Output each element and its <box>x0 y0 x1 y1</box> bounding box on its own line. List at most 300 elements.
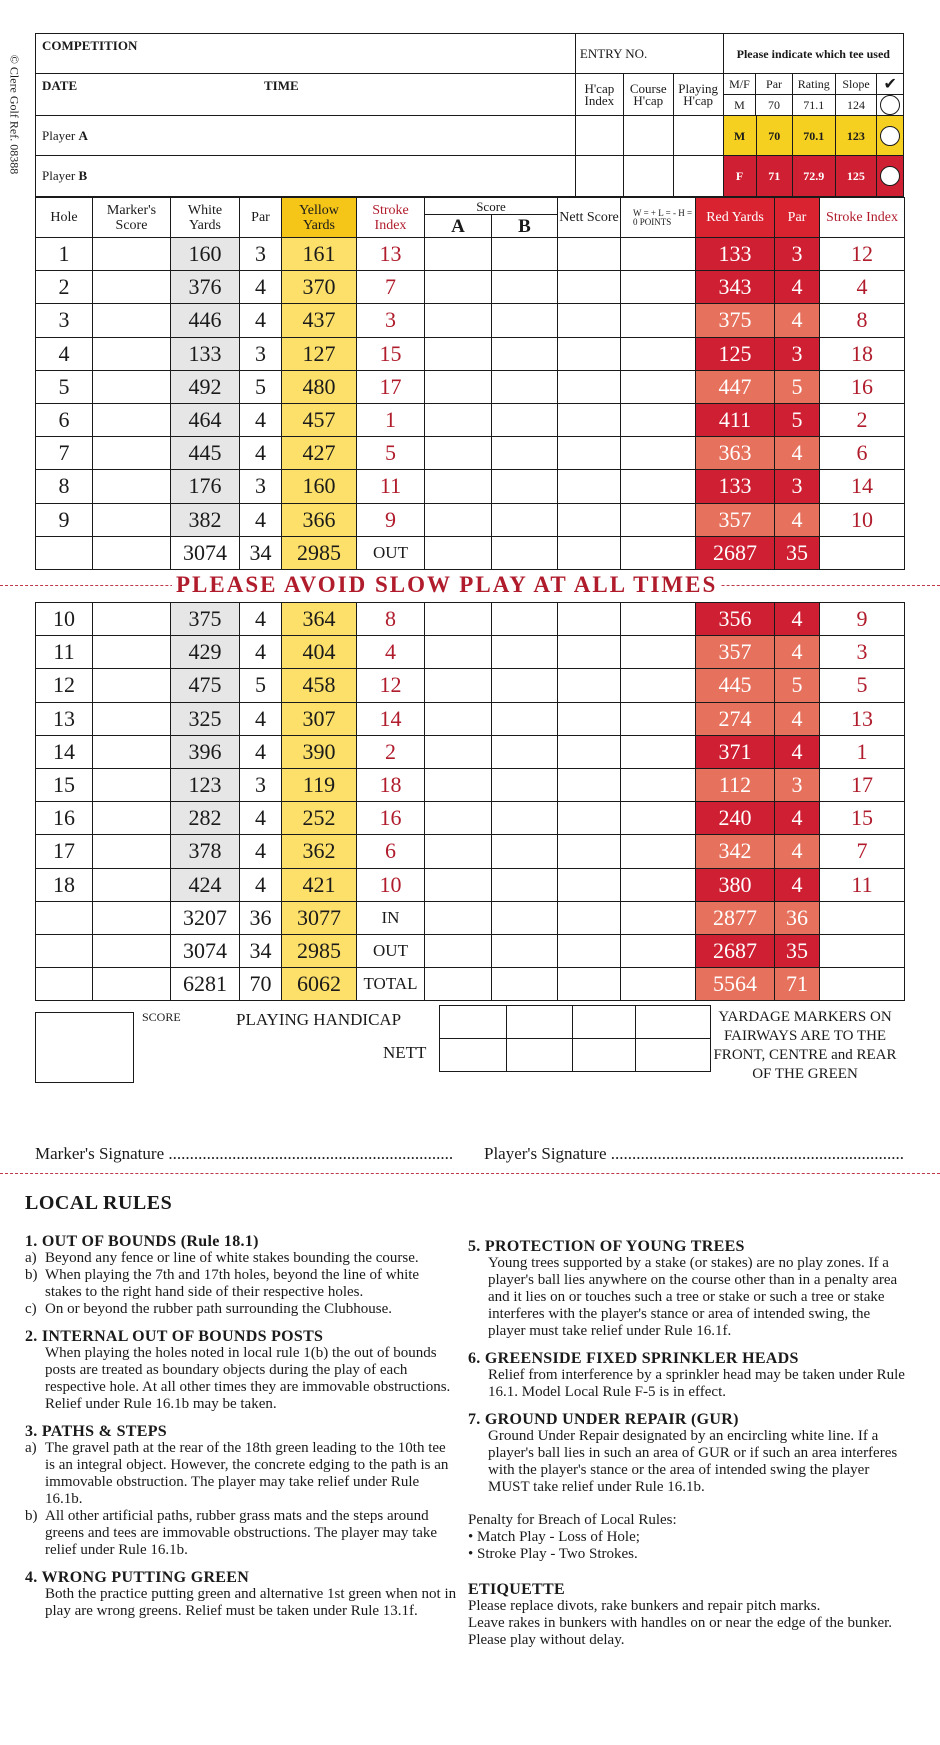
tee-red-radio-icon[interactable] <box>880 166 900 186</box>
table-row <box>36 238 905 271</box>
playing-handicap-label: PLAYING HANDICAP <box>236 1010 402 1029</box>
total-score-cell[interactable] <box>492 968 558 1001</box>
rules-right-column <box>468 1238 908 1649</box>
hole-number: 13 <box>36 702 93 735</box>
rule-4-title: 4. WRONG PUTTING GREEN <box>25 1569 250 1586</box>
tee-white-radio-icon[interactable] <box>880 95 900 115</box>
hole-number: 4 <box>36 337 93 370</box>
tee-yellow-rating: 70.1 <box>793 116 836 155</box>
tee-red-mf: F <box>724 156 756 196</box>
table-row <box>36 503 905 536</box>
red-par: 4 <box>775 702 820 735</box>
white-yards: 429 <box>171 636 240 669</box>
table-row <box>36 636 905 669</box>
score-b-cell[interactable] <box>492 802 558 835</box>
red-stroke-index: 3 <box>820 636 905 669</box>
marker-score-cell[interactable] <box>93 304 171 337</box>
total-score-cell[interactable] <box>621 934 696 967</box>
player-b-playing-hcap[interactable] <box>673 156 723 197</box>
hcap-b[interactable] <box>507 1006 573 1039</box>
red-yards: 133 <box>696 238 775 271</box>
marker-score-cell[interactable] <box>93 238 171 271</box>
par: 4 <box>240 304 282 337</box>
player-a-course-hcap[interactable] <box>623 116 673 156</box>
tee-white-par: 70 <box>756 95 793 116</box>
red-yards: 112 <box>696 768 775 801</box>
table-row <box>36 370 905 403</box>
total-blank <box>820 536 905 569</box>
par: 3 <box>240 470 282 503</box>
hcap-index-label: H'cap Index <box>575 74 623 116</box>
tee-yellow-mf: M <box>724 116 756 155</box>
nett-nett[interactable] <box>573 1039 636 1072</box>
yellow-yards: 370 <box>282 271 357 304</box>
points-cell[interactable] <box>621 337 696 370</box>
tee-white-select[interactable] <box>877 95 904 116</box>
red-par: 4 <box>775 868 820 901</box>
score-b-cell[interactable] <box>492 503 558 536</box>
stroke-index: 5 <box>357 437 425 470</box>
total-score-cell[interactable] <box>425 536 492 569</box>
white-yards: 475 <box>171 669 240 702</box>
yellow-yards: 161 <box>282 238 357 271</box>
tee-white-slope: 124 <box>835 95 877 116</box>
white-yards: 123 <box>171 768 240 801</box>
tee-yellow-slope: 123 <box>835 116 877 155</box>
red-stroke-index: 14 <box>820 470 905 503</box>
white-yards: 376 <box>171 271 240 304</box>
red-stroke-index: 11 <box>820 868 905 901</box>
tee-yellow-select[interactable] <box>877 116 903 155</box>
yellow-yards: 127 <box>282 337 357 370</box>
score-b-cell[interactable] <box>492 238 558 271</box>
red-stroke-index: 5 <box>820 669 905 702</box>
points-cell[interactable] <box>621 835 696 868</box>
par: 4 <box>240 503 282 536</box>
rule-6-text: Relief from interference by a sprinkler head may be taken under Rule 16.1. Model Local Rule F-5 is in effect. <box>488 1367 905 1400</box>
score-b-cell[interactable] <box>492 271 558 304</box>
marker-score-cell[interactable] <box>93 669 171 702</box>
score-b-cell[interactable] <box>492 735 558 768</box>
hole-number: 16 <box>36 802 93 835</box>
tee-note: Please indicate which tee used <box>723 34 903 74</box>
red-yards: 125 <box>696 337 775 370</box>
total-yellow: 2985 <box>282 536 357 569</box>
points-cell[interactable] <box>621 636 696 669</box>
tee-yellow-radio-icon[interactable] <box>880 126 900 146</box>
marker-score-cell[interactable] <box>93 735 171 768</box>
table-row <box>36 304 905 337</box>
nett-score-cell[interactable] <box>558 802 621 835</box>
yellow-yards: 307 <box>282 702 357 735</box>
score-b-cell[interactable] <box>492 868 558 901</box>
score-b-cell[interactable] <box>492 370 558 403</box>
hole-number: 11 <box>36 636 93 669</box>
marker-score-cell[interactable] <box>93 271 171 304</box>
nett-score-cell[interactable] <box>558 735 621 768</box>
score-b-cell[interactable] <box>492 603 558 636</box>
rule-4-text: Both the practice putting green and alternative 1st green when not in play are wrong greens. Relief must be taken under Rule 13.1f. <box>45 1586 457 1619</box>
white-yards: 133 <box>171 337 240 370</box>
red-stroke-index: 15 <box>820 802 905 835</box>
course-hcap-label: Course H'cap <box>623 74 673 116</box>
nett-score-cell[interactable] <box>558 470 621 503</box>
back-nine-table <box>35 602 905 1001</box>
marker-score-cell[interactable] <box>93 403 171 436</box>
score-b-cell[interactable] <box>492 669 558 702</box>
marker-score-cell[interactable] <box>93 370 171 403</box>
red-yards: 240 <box>696 802 775 835</box>
entry-no-label: ENTRY NO. <box>575 34 723 74</box>
yellow-yards: 421 <box>282 868 357 901</box>
nett-a[interactable] <box>440 1039 507 1072</box>
red-stroke-index: 7 <box>820 835 905 868</box>
red-yards: 343 <box>696 271 775 304</box>
score-b-cell[interactable] <box>492 304 558 337</box>
nett-score-cell[interactable] <box>558 337 621 370</box>
points-cell[interactable] <box>621 669 696 702</box>
white-yards: 282 <box>171 802 240 835</box>
score-b-cell[interactable] <box>492 337 558 370</box>
score-b-cell[interactable] <box>492 702 558 735</box>
total-score-cell[interactable] <box>425 934 492 967</box>
nett-points[interactable] <box>636 1039 711 1072</box>
stroke-index: 1 <box>357 403 425 436</box>
points-cell[interactable] <box>621 503 696 536</box>
marker-score-cell[interactable] <box>93 437 171 470</box>
red-stroke-index: 4 <box>820 271 905 304</box>
hole-number: 18 <box>36 868 93 901</box>
total-score-cell[interactable] <box>558 901 621 934</box>
player-a-hcap-index[interactable] <box>575 116 623 156</box>
total-score-cell[interactable] <box>621 536 696 569</box>
rule-1c: c) On or beyond the rubber path surrounding the Clubhouse. <box>25 1301 393 1317</box>
points-cell[interactable] <box>621 370 696 403</box>
tee-red-subtable <box>724 156 903 196</box>
total-red: 2687 <box>696 934 775 967</box>
hole-number: 17 <box>36 835 93 868</box>
white-yards: 375 <box>171 603 240 636</box>
table-row <box>36 768 905 801</box>
playing-hcap-label: Playing H'cap <box>673 74 723 116</box>
rating-label: Rating <box>792 74 835 95</box>
total-blank <box>820 901 905 934</box>
total-score-cell[interactable] <box>621 968 696 1001</box>
nett-score-cell[interactable] <box>558 271 621 304</box>
hole-number: 1 <box>36 238 93 271</box>
slope-label: Slope <box>835 74 877 95</box>
total-row <box>36 901 905 934</box>
stroke-index: 6 <box>357 835 425 868</box>
total-score-cell[interactable] <box>558 934 621 967</box>
marker-score-cell[interactable] <box>93 868 171 901</box>
nett-score-cell[interactable] <box>558 669 621 702</box>
total-score-cell[interactable] <box>558 536 621 569</box>
score-b-cell[interactable] <box>492 835 558 868</box>
score-a-cell[interactable] <box>425 238 492 271</box>
red-par: 3 <box>775 768 820 801</box>
hcap-nett[interactable] <box>573 1006 636 1039</box>
points-cell[interactable] <box>621 802 696 835</box>
nett-score-cell[interactable] <box>558 702 621 735</box>
stroke-index: 2 <box>357 735 425 768</box>
penalty-stroke: • Stroke Play - Two Strokes. <box>468 1546 638 1562</box>
score-a-cell[interactable] <box>425 337 492 370</box>
score-a-cell[interactable] <box>425 768 492 801</box>
col-score: Score <box>425 198 558 215</box>
score-a-cell[interactable] <box>425 702 492 735</box>
tee-red-select[interactable] <box>877 156 903 196</box>
score-a-cell[interactable] <box>425 636 492 669</box>
col-red-stroke-index: Stroke Index <box>820 198 905 238</box>
players-signature[interactable]: Player's Signature ..................................................................... <box>484 1144 905 1163</box>
total-blank <box>93 536 171 569</box>
score-b-cell[interactable] <box>492 437 558 470</box>
cut-line <box>0 1173 940 1174</box>
table-row <box>36 868 905 901</box>
yellow-yards: 458 <box>282 669 357 702</box>
total-label: TOTAL <box>357 968 425 1001</box>
score-a-cell[interactable] <box>425 669 492 702</box>
tee-red-slope: 125 <box>835 156 877 196</box>
red-stroke-index: 13 <box>820 702 905 735</box>
score-a-cell[interactable] <box>425 802 492 835</box>
score-b-cell[interactable] <box>492 403 558 436</box>
marker-score-cell[interactable] <box>93 835 171 868</box>
total-score-cell[interactable] <box>492 901 558 934</box>
par: 3 <box>240 768 282 801</box>
nett-score-cell[interactable] <box>558 603 621 636</box>
total-score-cell[interactable] <box>425 968 492 1001</box>
red-yards: 356 <box>696 603 775 636</box>
red-par: 4 <box>775 271 820 304</box>
white-yards: 464 <box>171 403 240 436</box>
table-row <box>36 702 905 735</box>
yellow-yards: 427 <box>282 437 357 470</box>
slow-play-text: PLEASE AVOID SLOW PLAY AT ALL TIMES <box>172 572 721 598</box>
score-a-cell[interactable] <box>425 403 492 436</box>
red-stroke-index: 18 <box>820 337 905 370</box>
par: 5 <box>240 370 282 403</box>
red-par: 4 <box>775 503 820 536</box>
red-par: 4 <box>775 603 820 636</box>
mf-label: M/F <box>723 74 756 95</box>
score-a-cell[interactable] <box>425 370 492 403</box>
red-stroke-index: 8 <box>820 304 905 337</box>
marker-score-cell[interactable] <box>93 470 171 503</box>
player-b-course-hcap[interactable] <box>623 156 673 197</box>
points-cell[interactable] <box>621 868 696 901</box>
nett-score-cell[interactable] <box>558 868 621 901</box>
points-cell[interactable] <box>621 403 696 436</box>
points-cell[interactable] <box>621 470 696 503</box>
tee-white-rating: 71.1 <box>792 95 835 116</box>
nett-score-cell[interactable] <box>558 835 621 868</box>
player-a-playing-hcap[interactable] <box>673 116 723 156</box>
points-cell[interactable] <box>621 271 696 304</box>
score-b-cell[interactable] <box>492 636 558 669</box>
stroke-index: 16 <box>357 802 425 835</box>
hcap-a[interactable] <box>440 1006 507 1039</box>
total-label: OUT <box>357 536 425 569</box>
table-row <box>36 470 905 503</box>
rule-1b: b) When playing the 7th and 17th holes, beyond the line of white stakes to the right hand side of their respective holes. <box>25 1267 420 1300</box>
red-yards: 371 <box>696 735 775 768</box>
col-marker-score: Marker's Score <box>93 198 171 238</box>
total-par: 34 <box>240 536 282 569</box>
total-score-cell[interactable] <box>492 536 558 569</box>
yellow-yards: 437 <box>282 304 357 337</box>
total-blank <box>36 536 93 569</box>
rule-1a: a) Beyond any fence or line of white stakes bounding the course. <box>25 1250 419 1266</box>
score-a-cell[interactable] <box>425 868 492 901</box>
score-a-cell[interactable] <box>425 603 492 636</box>
yellow-yards: 252 <box>282 802 357 835</box>
points-cell[interactable] <box>621 238 696 271</box>
total-blank <box>36 934 93 967</box>
white-yards: 325 <box>171 702 240 735</box>
date-label: DATE <box>42 78 78 93</box>
yardage-note: YARDAGE MARKERS ON FAIRWAYS ARE TO THE FRONT, CENTRE and REAR OF THE GREEN <box>713 1009 897 1082</box>
total-yellow: 3077 <box>282 901 357 934</box>
red-yards: 133 <box>696 470 775 503</box>
par: 5 <box>240 669 282 702</box>
total-blank <box>820 968 905 1001</box>
total-score-cell[interactable] <box>425 901 492 934</box>
nett-score-cell[interactable] <box>558 636 621 669</box>
marker-score-cell[interactable] <box>93 503 171 536</box>
stroke-index: 3 <box>357 304 425 337</box>
points-cell[interactable] <box>621 304 696 337</box>
total-label: OUT <box>357 934 425 967</box>
rule-5-text: Young trees supported by a stake (or stakes) are no play zones. If a player's ball lies anywhere on the course other than in a penalty area and it lies on or touches such a tree or stake or such a tree or stake interferes with the player's stance or area of intended swing, the player must take relief under Rule 16.1f. <box>488 1255 898 1339</box>
nett-score-cell[interactable] <box>558 768 621 801</box>
table-row <box>36 603 905 636</box>
tee-red-par: 71 <box>756 156 792 196</box>
table-row <box>36 835 905 868</box>
table-row <box>36 437 905 470</box>
red-par: 4 <box>775 636 820 669</box>
red-yards: 445 <box>696 669 775 702</box>
total-score-cell[interactable] <box>621 901 696 934</box>
total-row <box>36 968 905 1001</box>
marker-score-cell[interactable] <box>93 337 171 370</box>
total-white: 3207 <box>171 901 240 934</box>
red-par: 4 <box>775 802 820 835</box>
table-row <box>36 337 905 370</box>
nett-score-cell[interactable] <box>558 437 621 470</box>
player-b-hcap-index[interactable] <box>575 156 623 197</box>
stroke-index: 9 <box>357 503 425 536</box>
total-red-par: 36 <box>775 901 820 934</box>
red-stroke-index: 6 <box>820 437 905 470</box>
red-par: 4 <box>775 304 820 337</box>
score-label: SCORE <box>142 1010 181 1024</box>
par: 4 <box>240 868 282 901</box>
yellow-yards: 364 <box>282 603 357 636</box>
etiquette-line-1: Please replace divots, rake bunkers and repair pitch marks. <box>468 1598 821 1614</box>
total-blank <box>36 968 93 1001</box>
total-score-cell[interactable] <box>558 968 621 1001</box>
red-stroke-index: 17 <box>820 768 905 801</box>
nett-score-cell[interactable] <box>558 238 621 271</box>
par: 4 <box>240 835 282 868</box>
yellow-yards: 480 <box>282 370 357 403</box>
par: 4 <box>240 636 282 669</box>
total-red: 2687 <box>696 536 775 569</box>
col-red-par: Par <box>775 198 820 238</box>
col-par: Par <box>240 198 282 238</box>
hole-number: 9 <box>36 503 93 536</box>
marker-score-cell[interactable] <box>93 768 171 801</box>
marker-score-cell[interactable] <box>93 636 171 669</box>
score-a-cell[interactable] <box>425 437 492 470</box>
col-nett-score: Nett Score <box>558 198 621 238</box>
score-box[interactable] <box>35 1012 134 1083</box>
red-stroke-index: 10 <box>820 503 905 536</box>
par: 3 <box>240 337 282 370</box>
score-a-cell[interactable] <box>425 503 492 536</box>
points-cell[interactable] <box>621 735 696 768</box>
col-yellow-yards: Yellow Yards <box>282 198 357 238</box>
stroke-index: 18 <box>357 768 425 801</box>
hcap-points[interactable] <box>636 1006 711 1039</box>
par: 3 <box>240 238 282 271</box>
nett-score-cell[interactable] <box>558 403 621 436</box>
nett-b[interactable] <box>507 1039 573 1072</box>
total-white: 3074 <box>171 934 240 967</box>
points-cell[interactable] <box>621 768 696 801</box>
score-a-cell[interactable] <box>425 304 492 337</box>
yellow-yards: 366 <box>282 503 357 536</box>
red-par: 5 <box>775 669 820 702</box>
score-a-cell[interactable] <box>425 835 492 868</box>
points-cell[interactable] <box>621 702 696 735</box>
stroke-index: 14 <box>357 702 425 735</box>
etiquette-line-2: Leave rakes in bunkers with handles on or near the edge of the bunker. <box>468 1615 893 1631</box>
nett-score-cell[interactable] <box>558 304 621 337</box>
white-yards: 424 <box>171 868 240 901</box>
yellow-yards: 160 <box>282 470 357 503</box>
markers-signature[interactable]: Marker's Signature ................................................................... <box>35 1144 454 1163</box>
rule-3b: b) All other artificial paths, rubber grass mats and the steps around greens and tees are immovable obstructions. The player may take relief under Rule 16.1b. <box>25 1508 438 1558</box>
red-par: 3 <box>775 337 820 370</box>
hole-number: 7 <box>36 437 93 470</box>
score-a-cell[interactable] <box>425 271 492 304</box>
rule-6-title: 6. GREENSIDE FIXED SPRINKLER HEADS <box>468 1350 799 1367</box>
score-a-cell[interactable] <box>425 735 492 768</box>
etiquette-line-3: Please play without delay. <box>468 1632 625 1648</box>
stroke-index: 7 <box>357 271 425 304</box>
total-score-cell[interactable] <box>492 934 558 967</box>
score-b-cell[interactable] <box>492 768 558 801</box>
total-red: 5564 <box>696 968 775 1001</box>
red-yards: 342 <box>696 835 775 868</box>
score-b-cell[interactable] <box>492 470 558 503</box>
points-cell[interactable] <box>621 437 696 470</box>
total-label: IN <box>357 901 425 934</box>
nett-score-cell[interactable] <box>558 503 621 536</box>
table-row <box>36 802 905 835</box>
red-yards: 274 <box>696 702 775 735</box>
points-cell[interactable] <box>621 603 696 636</box>
nett-score-cell[interactable] <box>558 370 621 403</box>
marker-score-cell[interactable] <box>93 802 171 835</box>
marker-score-cell[interactable] <box>93 702 171 735</box>
score-a-cell[interactable] <box>425 470 492 503</box>
marker-score-cell[interactable] <box>93 603 171 636</box>
col-hole: Hole <box>36 198 93 238</box>
